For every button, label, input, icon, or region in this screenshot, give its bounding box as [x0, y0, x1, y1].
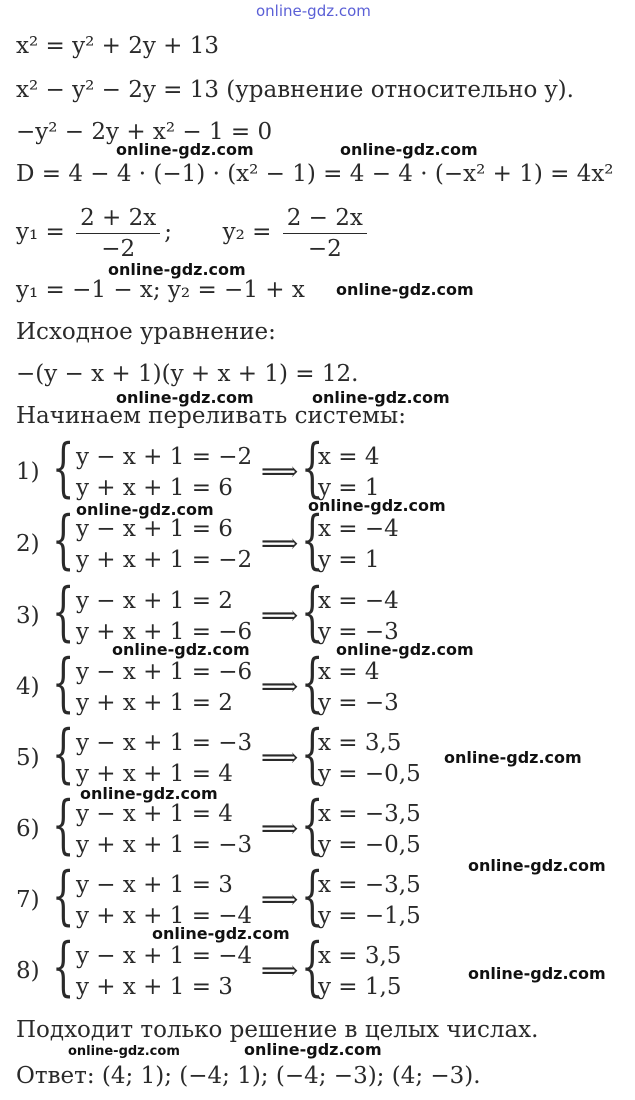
- system-eq1: y − x + 1 = 2: [76, 588, 233, 614]
- systems-heading: Начинаем переливать системы:: [16, 403, 406, 429]
- system-eq2: y + x + 1 = −4: [76, 903, 253, 929]
- watermark: online-gdz.com: [80, 784, 218, 803]
- right-brace: {: [301, 859, 324, 933]
- system-eq2: y + x + 1 = 4: [76, 761, 233, 787]
- system-label: 5): [16, 745, 40, 771]
- left-brace: {: [52, 859, 75, 933]
- solution-x: x = −4: [318, 516, 399, 542]
- left-brace: {: [52, 930, 75, 1004]
- implies-arrow: ⟹: [261, 814, 299, 844]
- left-brace: {: [52, 575, 75, 649]
- equation-line-2: x² − y² − 2y = 13 (уравнение относительно y).: [16, 77, 574, 103]
- implies-arrow: ⟹: [261, 672, 299, 702]
- discriminant-line: D = 4 − 4 · (−1) · (x² − 1) = 4 − 4 · (−x² + 1) = 4x²: [16, 161, 614, 187]
- equation-line-3: −y² − 2y + x² − 1 = 0: [16, 119, 273, 145]
- system-5: [16, 717, 436, 791]
- system-eq2: y + x + 1 = 6: [76, 475, 233, 501]
- left-brace: {: [52, 646, 75, 720]
- right-brace: {: [301, 646, 324, 720]
- right-brace: {: [301, 788, 324, 862]
- watermark: online-gdz.com: [336, 640, 474, 659]
- right-brace: {: [301, 930, 324, 1004]
- answer-text: Ответ: (4; 1); (−4; 1); (−4; −3); (4; −3).: [16, 1063, 481, 1089]
- y1-numerator: 2 + 2x: [76, 203, 160, 234]
- watermark: online-gdz.com: [112, 640, 250, 659]
- system-eq1: y − x + 1 = 3: [76, 872, 233, 898]
- left-brace: {: [52, 788, 75, 862]
- system-eq2: y + x + 1 = −6: [76, 619, 253, 645]
- solution-x: x = 3,5: [318, 730, 402, 756]
- system-eq2: y + x + 1 = 3: [76, 974, 233, 1000]
- factored-equation: −(y − x + 1)(y + x + 1) = 12.: [16, 361, 359, 387]
- system-label: 7): [16, 887, 40, 913]
- y1-lhs: y₁ =: [16, 219, 65, 245]
- implies-arrow: ⟹: [261, 457, 299, 487]
- watermark: online-gdz.com: [312, 388, 450, 407]
- right-brace: {: [301, 503, 324, 577]
- watermark: online-gdz.com: [468, 964, 606, 983]
- system-eq1: y − x + 1 = 4: [76, 801, 233, 827]
- system-label: 3): [16, 603, 40, 629]
- right-brace: {: [301, 717, 324, 791]
- roots-simplified-line: y₁ = −1 − x; y₂ = −1 + x: [16, 277, 305, 303]
- system-eq2: y + x + 1 = 2: [76, 690, 233, 716]
- implies-arrow: ⟹: [261, 743, 299, 773]
- implies-arrow: ⟹: [261, 956, 299, 986]
- solution-x: x = 3,5: [318, 943, 402, 969]
- watermark: online-gdz.com: [340, 140, 478, 159]
- y2-denominator: −2: [307, 235, 342, 262]
- watermark: online-gdz.com: [76, 500, 214, 519]
- watermark: online-gdz.com: [468, 856, 606, 875]
- system-label: 1): [16, 459, 40, 485]
- solution-x: x = −4: [318, 588, 399, 614]
- solution-x: x = −3,5: [318, 801, 421, 827]
- conclusion-text: Подходит только решение в целых числах.: [16, 1017, 539, 1043]
- left-brace: {: [52, 503, 75, 577]
- y1-separator: ;: [164, 219, 172, 245]
- solution-y: y = −0,5: [318, 832, 421, 858]
- system-eq1: y − x + 1 = −3: [76, 730, 253, 756]
- system-7: [16, 859, 436, 933]
- system-label: 8): [16, 958, 40, 984]
- solution-y: y = −3: [318, 619, 399, 645]
- system-eq2: y + x + 1 = −3: [76, 832, 253, 858]
- y1-fraction: [76, 203, 160, 264]
- watermark: online-gdz.com: [152, 924, 290, 943]
- right-brace: {: [301, 575, 324, 649]
- left-brace: {: [52, 431, 75, 505]
- system-eq1: y − x + 1 = −6: [76, 659, 253, 685]
- solution-y: y = −1,5: [318, 903, 421, 929]
- watermark-top[interactable]: online-gdz.com: [256, 2, 371, 20]
- watermark: online-gdz.com: [68, 1044, 180, 1059]
- system-eq1: y − x + 1 = 6: [76, 516, 233, 542]
- watermark: online-gdz.com: [116, 140, 254, 159]
- system-label: 6): [16, 816, 40, 842]
- watermark: online-gdz.com: [116, 388, 254, 407]
- y1-denominator: −2: [101, 235, 136, 262]
- system-label: 4): [16, 674, 40, 700]
- watermark: online-gdz.com: [444, 748, 582, 767]
- system-3: [16, 575, 436, 649]
- solution-y: y = 1: [318, 475, 380, 501]
- left-brace: {: [52, 717, 75, 791]
- y2-fraction: [283, 203, 367, 264]
- watermark: online-gdz.com: [108, 260, 246, 279]
- implies-arrow: ⟹: [261, 885, 299, 915]
- implies-arrow: ⟹: [261, 529, 299, 559]
- solution-y: y = −3: [318, 690, 399, 716]
- watermark: online-gdz.com: [244, 1040, 382, 1059]
- solution-x: x = −3,5: [318, 872, 421, 898]
- watermark: online-gdz.com: [336, 280, 474, 299]
- watermark: online-gdz.com: [308, 496, 446, 515]
- implies-arrow: ⟹: [261, 601, 299, 631]
- system-eq2: y + x + 1 = −2: [76, 547, 253, 573]
- solution-x: x = 4: [318, 444, 380, 470]
- solution-y: y = 1,5: [318, 974, 402, 1000]
- system-1: [16, 431, 436, 505]
- roots-fraction-line: [16, 200, 371, 264]
- equation-line-1: x² = y² + 2y + 13: [16, 33, 219, 59]
- solution-y: y = −0,5: [318, 761, 421, 787]
- original-equation-heading: Исходное уравнение:: [16, 319, 276, 345]
- system-eq1: y − x + 1 = −4: [76, 943, 253, 969]
- solution-y: y = 1: [318, 547, 380, 573]
- y2-lhs: y₂ =: [222, 219, 272, 245]
- system-eq1: y − x + 1 = −2: [76, 444, 253, 470]
- system-label: 2): [16, 531, 40, 557]
- right-brace: {: [301, 431, 324, 505]
- y2-numerator: 2 − 2x: [283, 203, 367, 234]
- solution-x: x = 4: [318, 659, 380, 685]
